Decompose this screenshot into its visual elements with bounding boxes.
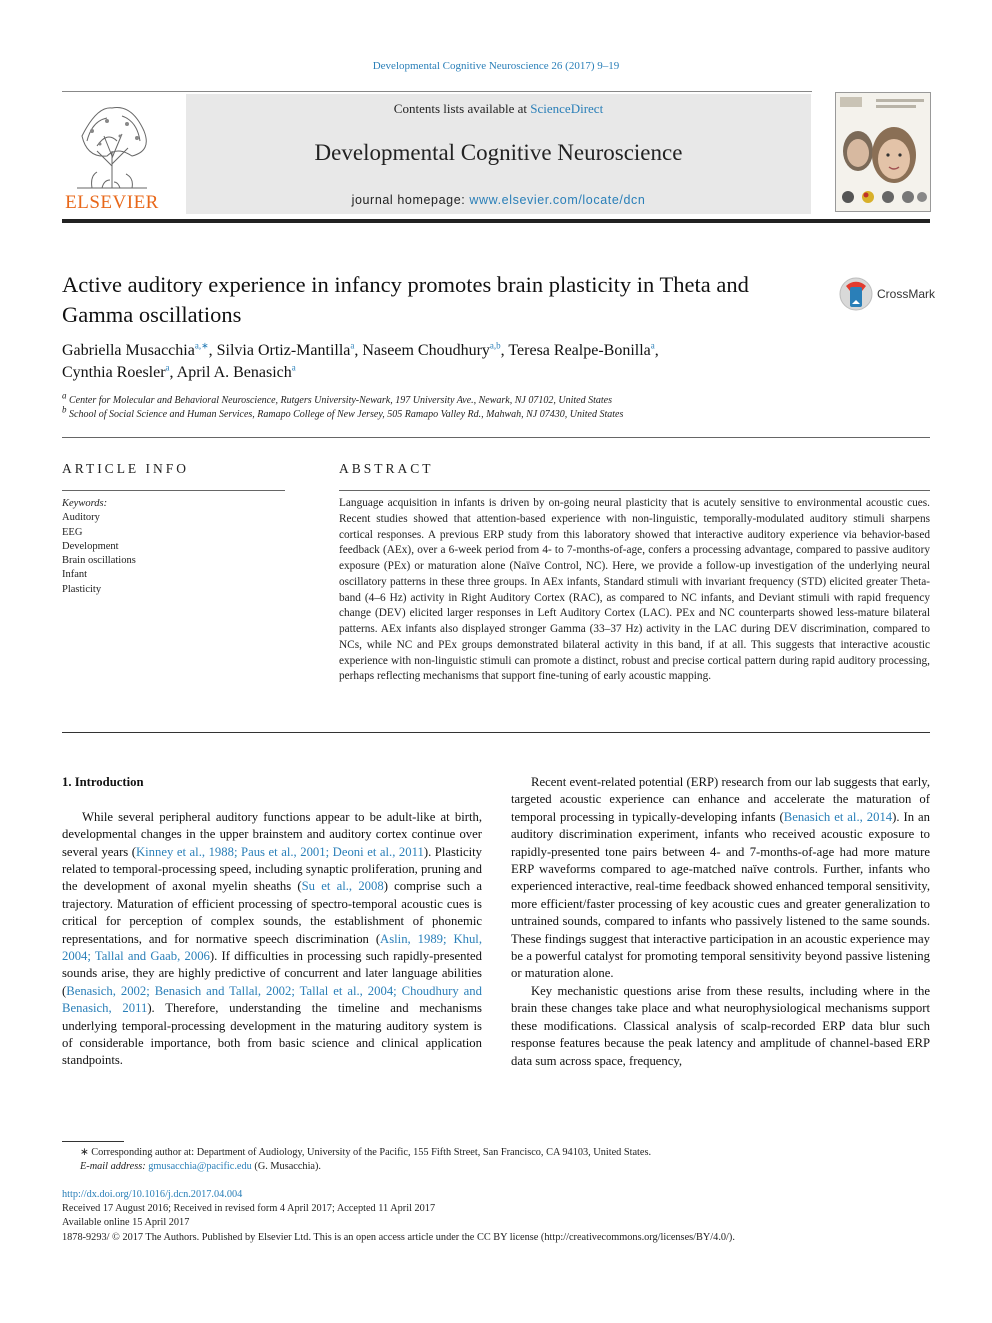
author-name[interactable]: Gabriella Musacchia bbox=[62, 342, 195, 359]
reference-link[interactable]: Aslin, 1989; Khul, 2004; Tallal and Gaab, 2006 bbox=[62, 931, 482, 964]
reference-link[interactable]: Benasich, 2002; Benasich and Tallal, 2002; Tallal et al., 2004; Choudhury and Benasich, 2011 bbox=[62, 983, 482, 1016]
header-top-rule bbox=[62, 91, 812, 92]
author-list bbox=[62, 340, 862, 384]
journal-citation[interactable]: Developmental Cognitive Neuroscience 26 (2017) 9–19 bbox=[372, 60, 620, 72]
author-affiliation-mark[interactable]: a bbox=[291, 362, 296, 373]
reference-link[interactable]: Su et al., 2008 bbox=[301, 879, 384, 894]
text-run: While several peripheral auditory functions appear to be adult-like at birth, developmental changes in the upper brainstem and auditory cortex continue over several years ( bbox=[62, 809, 482, 859]
body-column-left bbox=[62, 774, 482, 1070]
author-separator: , bbox=[208, 342, 217, 359]
footnote-rule bbox=[62, 1141, 124, 1142]
abstract-rule bbox=[339, 490, 930, 491]
author-separator: , bbox=[354, 342, 363, 359]
author-separator: , bbox=[169, 364, 177, 381]
article-info-heading: ARTICLE INFO bbox=[62, 461, 190, 476]
email-link[interactable]: gmusacchia@pacific.edu bbox=[148, 1161, 252, 1173]
reference-link[interactable]: Benasich et al., 2014 bbox=[783, 809, 893, 824]
header-rule bbox=[62, 219, 930, 223]
license-note: 1878-9293/ © 2017 The Authors. Published by Elsevier Ltd. This is an open access article under the CC BY license (http://creativecommons.org/licenses/BY/4.0/). bbox=[62, 1231, 735, 1243]
body-paragraph: Key mechanistic questions arise from these results, including where in the brain these changes take place and what neurophysiological mechanisms support these modifications. Classical analysis of scalp-recorded ERP data blur such response features because the peak latency and amplitude of channel-based ERP data sum across space, frequency, bbox=[511, 983, 930, 1068]
corresponding-author-note: ∗ Corresponding author at: Department of Audiology, University of the Pacific, 155 Fifth Street, San Francisco, CA 94103, United States. bbox=[80, 1147, 652, 1158]
footnotes bbox=[62, 1146, 930, 1174]
doi-link[interactable]: http://dx.doi.org/10.1016/j.dcn.2017.04.004 bbox=[62, 1189, 243, 1200]
author-affiliation-mark[interactable]: a bbox=[350, 340, 355, 351]
text-run: ) comprise such a trajectory. Maturation of efficient processing of spectro-temporal acoustic cues is critical for perception of complex sounds, the establishment of phonemic representations, and for normative speech discrimination ( bbox=[62, 879, 482, 946]
keyword-item: EEG bbox=[62, 526, 83, 538]
affiliation-key: b bbox=[62, 404, 67, 415]
affiliation-text: Center for Molecular and Behavioral Neuroscience, Rutgers University-Newark, 197 University Ave., Newark, NJ 07102, United States bbox=[69, 395, 612, 406]
homepage-link[interactable]: www.elsevier.com/locate/dcn bbox=[469, 193, 646, 207]
affiliation-text: School of Social Science and Human Services, Ramapo College of New Jersey, 505 Ramapo Valley Rd., Mahwah, NJ 07430, United States bbox=[69, 409, 624, 420]
author-name[interactable]: Naseem Choudhury bbox=[362, 342, 490, 359]
affiliations bbox=[62, 390, 930, 422]
text-run: Recent event-related potential (ERP) research from our lab suggests that early, targeted acoustic experience can enhance and accelerate the maturation of temporal processing in typically-developing infants ( bbox=[511, 775, 930, 824]
reference-link[interactable]: Kinney et al., 1988; Paus et al., 2001; Deoni et al., 2011 bbox=[135, 844, 424, 859]
homepage-line bbox=[186, 193, 811, 207]
author-affiliation-mark[interactable]: a,∗ bbox=[194, 340, 209, 351]
journal-cover-image[interactable] bbox=[835, 92, 931, 212]
author-separator: , bbox=[654, 342, 659, 359]
article-metadata bbox=[62, 1188, 942, 1245]
section-divider bbox=[62, 437, 930, 438]
author-affiliation-mark[interactable]: a bbox=[165, 362, 170, 373]
keywords-list bbox=[62, 497, 285, 597]
sciencedirect-link[interactable]: ScienceDirect bbox=[530, 101, 604, 116]
author-affiliation-mark[interactable]: a bbox=[650, 340, 655, 351]
affiliation-b bbox=[62, 404, 930, 422]
cover-art bbox=[836, 93, 930, 211]
keyword-item: Plasticity bbox=[62, 583, 102, 595]
author-separator: , bbox=[500, 342, 509, 359]
email-note bbox=[62, 1160, 930, 1174]
elsevier-wordmark: ELSEVIER bbox=[65, 192, 159, 213]
abstract-text: Language acquisition in infants is driven by on-going neural plasticity that is acutely sensitive to environmental acoustic cues. Recent studies showed that attention-based experience with non-linguistic, temporally-modulated auditory stimuli sharpens cortical responses. A previous ERP study from this laboratory showed that interactive auditory experience via behavior-based feedback (AEx), over a 6-week period from 4- to 7-months-of-age, confers a processing advantage, compared to passive auditory exposure (PEx) or maturation alone (Naïve Control, NC). Here, we provide a follow-up investigation of the underlying neural oscillatory patterns in these three groups. In AEx infants, Standard stimuli with invariant frequency (STD) elicited greater Theta-band (4–6 Hz) activity in Right Auditory Cortex (RAC), as compared to NC infants, and Deviant stimuli with rapid frequency change (DEV) elicited larger responses in Left Auditory Cortex (LAC). PEx and NC counterparts showed less-mature bilateral patterns. AEx infants also displayed stronger Gamma (33–37 Hz) activity in the LAC during DEV discrimination, compared to NCs, while NC and PEx groups demonstrated bilateral activity in this band, if at all. This suggests that interactive acoustic experience with non-linguistic stimuli can promote a distinct, robust and precise cortical pattern during rapid auditory processing, perhaps reflecting mechanisms that support fine-tuning of early acoustic mapping. bbox=[339, 497, 930, 683]
journal-title: Developmental Cognitive Neuroscience bbox=[314, 140, 683, 165]
author-name[interactable]: Cynthia Roesler bbox=[62, 364, 166, 381]
keyword-item: Auditory bbox=[62, 512, 100, 524]
text-run: ). If difficulties in processing such rapidly-presented sounds arise, they are highly predictive of concurrent and later language abilities ( bbox=[62, 949, 482, 998]
email-suffix: (G. Musacchia). bbox=[251, 1161, 322, 1173]
article-title: Active auditory experience in infancy promotes brain plasticity in Theta and Gamma oscillations bbox=[62, 272, 749, 327]
body-paragraph bbox=[511, 774, 930, 983]
crossmark-label[interactable]: CrossMark bbox=[877, 287, 936, 301]
affiliation-key: a bbox=[62, 390, 67, 401]
contents-line bbox=[186, 101, 811, 117]
keywords-label: Keywords: bbox=[62, 498, 108, 509]
author-name[interactable]: April A. Benasich bbox=[176, 364, 292, 381]
homepage-prefix: journal homepage: bbox=[351, 193, 470, 207]
author-name[interactable]: Teresa Realpe-Bonilla bbox=[508, 342, 651, 359]
article-info-rule bbox=[62, 490, 285, 491]
intro-paragraph bbox=[62, 809, 482, 1070]
email-label: E-mail address: bbox=[80, 1161, 149, 1173]
text-run: ). Plasticity related to temporal-processing speed, including synaptic proliferation, pruning and the development of axonal myelin sheaths ( bbox=[62, 844, 482, 894]
keyword-item: Brain oscillations bbox=[62, 555, 136, 567]
abstract-divider bbox=[62, 732, 930, 733]
author-name[interactable]: Silvia Ortiz-Mantilla bbox=[216, 342, 351, 359]
text-run: ). Therefore, understanding the timeline and mechanisms underlying temporal-processing development in the maturing auditory system is of considerable importance, both from basic science and clinical application standpoints. bbox=[62, 1001, 482, 1068]
affiliation-a bbox=[62, 390, 930, 408]
available-online: Available online 15 April 2017 bbox=[62, 1217, 190, 1229]
author-affiliation-mark[interactable]: a,b bbox=[489, 340, 501, 351]
keyword-item: Development bbox=[62, 540, 119, 552]
body-column-right bbox=[511, 774, 930, 1070]
contents-prefix: Contents lists available at bbox=[393, 101, 531, 116]
abstract-heading: ABSTRACT bbox=[339, 461, 434, 476]
text-run: ). In an auditory discrimination experiment, infants who received acoustic exposure to rapidly-presented tone pairs between 4- and 7-months-of-age had more mature ERP waveforms compared to age-matched naïve controls. Further, infants who experienced interactive, real-time feedback showed enhanced temporal sensitivity, more efficient/faster processing of key acoustic cues and greater generalization to untrained sounds, compared to infants who passively listened to the same sounds. These findings suggest that interactive participation in an acoustic experience may be a powerful catalyst for promoting temporal sensitivity beyond passive listening or maturation alone. bbox=[511, 809, 930, 981]
received-dates: Received 17 August 2016; Received in revised form 4 April 2017; Accepted 11 April 2017 bbox=[62, 1203, 436, 1215]
keyword-item: Infant bbox=[62, 569, 88, 581]
section-heading-introduction: 1. Introduction bbox=[62, 775, 144, 789]
